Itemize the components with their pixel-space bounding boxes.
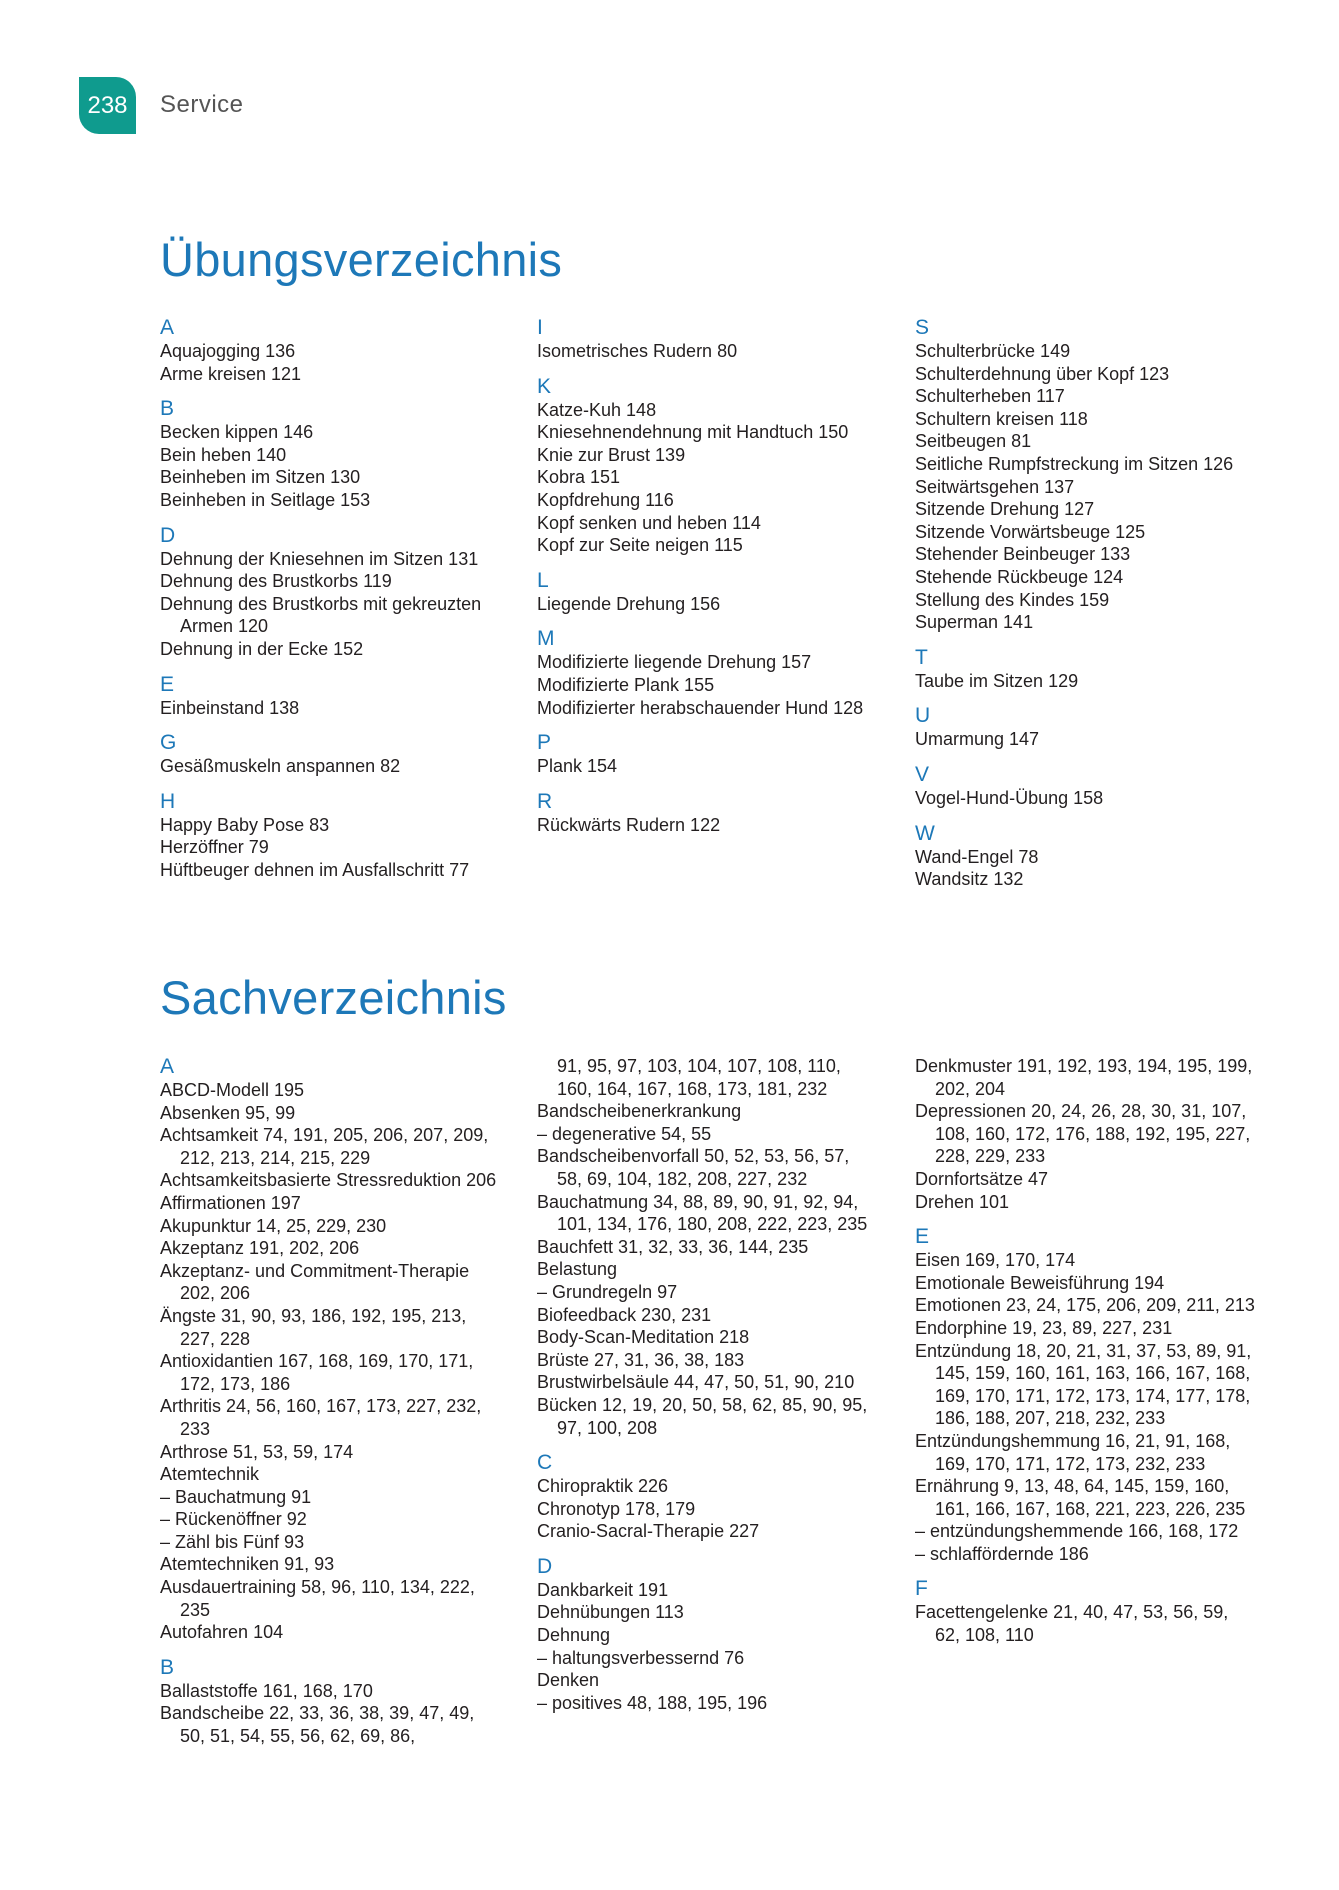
index-entry: Wand-Engel 78 xyxy=(915,846,1039,867)
index-entry: Bauchfett 31, 32, 33, 36, 144, 235 xyxy=(537,1236,809,1257)
index-entry: Stehender Beinbeuger 133 xyxy=(915,544,1131,565)
index-entry: Dehnung der Kniesehnen im Sitzen 131 xyxy=(160,548,479,569)
exercise-index-column-2 xyxy=(537,316,877,836)
subject-index-column-2 xyxy=(537,1055,877,1714)
index-entry: Schulterheben 117 xyxy=(915,386,1065,407)
index-letter: D xyxy=(537,1554,553,1578)
index-entry: Gesäßmuskeln anspannen 82 xyxy=(160,756,401,777)
index-entry: Kopfdrehung 116 xyxy=(537,489,674,510)
subject-index-title: Sachverzeichnis xyxy=(160,971,507,1024)
index-entry: Bauchatmung 34, 88, 89, 90, 91, 92, 94, 101, 134, 176, 180, 208, 222, 223, 235 xyxy=(537,1191,868,1235)
index-entry: Herzöffner 79 xyxy=(160,837,269,858)
index-entry: Body-Scan-Meditation 218 xyxy=(537,1327,750,1348)
index-entry: Dehnung in der Ecke 152 xyxy=(160,638,364,659)
index-letter: M xyxy=(537,627,555,651)
index-entry: Achtsamkeit 74, 191, 205, 206, 207, 209, 212, 213, 214, 215, 229 xyxy=(160,1125,489,1168)
index-entry: Kniesehnendehnung mit Handtuch 150 xyxy=(537,422,849,443)
index-entry: Brüste 27, 31, 36, 38, 183 xyxy=(537,1349,745,1370)
index-entry: Becken kippen 146 xyxy=(160,422,314,443)
index-letter: A xyxy=(160,1055,175,1078)
index-letter: R xyxy=(537,789,553,813)
exercise-index-column-3 xyxy=(915,316,1255,891)
index-entry: Seitwärtsgehen 137 xyxy=(915,476,1075,497)
index-letter: P xyxy=(537,731,552,755)
index-entry: Ängste 31, 90, 93, 186, 192, 195, 213, 227, 228 xyxy=(160,1305,467,1349)
index-entry: Schulterdehnung über Kopf 123 xyxy=(915,363,1170,384)
index-entry: Chiropraktik 226 xyxy=(537,1476,669,1497)
index-letter: U xyxy=(915,704,931,728)
index-subentry: – entzündungshemmende 166, 168, 172 xyxy=(915,1521,1239,1542)
index-entry: Arthritis 24, 56, 160, 167, 173, 227, 232, 233 xyxy=(160,1396,482,1439)
index-entry: Einbeinstand 138 xyxy=(160,697,300,718)
index-entry: Ernährung 9, 13, 48, 64, 145, 159, 160, 161, 166, 167, 168, 221, 223, 226, 235 xyxy=(915,1476,1246,1519)
index-entry: Modifizierte Plank 155 xyxy=(537,674,715,695)
index-entry: Eisen 169, 170, 174 xyxy=(915,1250,1076,1271)
index-entry: Sitzende Vorwärtsbeuge 125 xyxy=(915,521,1146,542)
index-subentry: – positives 48, 188, 195, 196 xyxy=(537,1692,768,1713)
index-letter: S xyxy=(915,316,930,339)
index-entry: Akzeptanz 191, 202, 206 xyxy=(160,1238,360,1259)
index-letter: G xyxy=(160,731,177,755)
index-subentry: – Zähl bis Fünf 93 xyxy=(160,1531,305,1552)
index-entry: Wandsitz 132 xyxy=(915,869,1024,890)
index-letter: L xyxy=(537,568,549,592)
index-entry: Kopf zur Seite neigen 115 xyxy=(537,535,743,556)
index-letter: K xyxy=(537,374,552,398)
index-letter: E xyxy=(160,672,175,696)
index-entry: Chronotyp 178, 179 xyxy=(537,1498,696,1519)
index-entry: Beinheben in Seitlage 153 xyxy=(160,489,371,510)
index-entry: Kopf senken und heben 114 xyxy=(537,512,761,533)
subject-index-column-3 xyxy=(915,1055,1255,1647)
index-entry: Denkmuster 191, 192, 193, 194, 195, 199, 202, 204 xyxy=(915,1056,1253,1099)
index-entry: Superman 141 xyxy=(915,612,1034,633)
index-entry: Bein heben 140 xyxy=(160,444,287,465)
index-entry: Endorphine 19, 23, 89, 227, 231 xyxy=(915,1317,1173,1338)
index-entry: Cranio-Sacral-Therapie 227 xyxy=(537,1521,760,1542)
index-entry: Affirmationen 197 xyxy=(160,1192,301,1213)
index-entry: Atemtechnik xyxy=(160,1464,260,1485)
index-subentry: – Grundregeln 97 xyxy=(537,1281,678,1302)
index-entry: Happy Baby Pose 83 xyxy=(160,814,330,835)
index-entry: Biofeedback 230, 231 xyxy=(537,1304,712,1325)
index-entry: Dehnung des Brustkorbs mit gekreuzten Armen 120 xyxy=(160,593,482,637)
index-entry: Emotionale Beweisführung 194 xyxy=(915,1272,1165,1293)
index-entry: ABCD-Modell 195 xyxy=(160,1080,305,1100)
index-letter: V xyxy=(915,762,930,786)
index-entry: Beinheben im Sitzen 130 xyxy=(160,467,361,488)
index-letter: D xyxy=(160,523,176,547)
index-entry: Emotionen 23, 24, 175, 206, 209, 211, 213 xyxy=(915,1295,1255,1316)
section-label: Service xyxy=(160,91,244,118)
index-entry: Liegende Drehung 156 xyxy=(537,593,721,614)
page-number-badge: 238 xyxy=(79,77,136,134)
index-subentry: – Rückenöffner 92 xyxy=(160,1509,307,1530)
index-entry: Denken xyxy=(537,1670,600,1691)
index-letter: E xyxy=(915,1225,930,1249)
index-entry: Bandscheibenerkrankung xyxy=(537,1101,742,1122)
index-entry: Hüftbeuger dehnen im Ausfallschritt 77 xyxy=(160,859,470,880)
index-entry: Akzeptanz- und Commitment-Therapie 202, 206 xyxy=(160,1260,470,1304)
index-entry: Dehnung des Brustkorbs 119 xyxy=(160,571,392,592)
index-letter: T xyxy=(915,645,928,669)
index-entry: Bandscheibenvorfall 50, 52, 53, 56, 57, 58, 69, 104, 182, 208, 227, 232 xyxy=(537,1146,850,1189)
index-entry: Katze-Kuh 148 xyxy=(537,399,657,420)
index-entry: Bücken 12, 19, 20, 50, 58, 62, 85, 90, 95, 97, 100, 208 xyxy=(537,1394,868,1438)
index-letter: F xyxy=(915,1577,928,1601)
index-entry: Atemtechniken 91, 93 xyxy=(160,1554,335,1575)
index-entry: Dehnung xyxy=(537,1625,611,1646)
subject-index-column-1 xyxy=(160,1055,500,1748)
index-entry: Brustwirbelsäule 44, 47, 50, 51, 90, 210 xyxy=(537,1372,855,1393)
index-entry: Sitzende Drehung 127 xyxy=(915,499,1095,520)
index-entry: Umarmung 147 xyxy=(915,729,1040,750)
index-entry: Stehende Rückbeuge 124 xyxy=(915,566,1124,587)
index-entry: Modifizierter herabschauender Hund 128 xyxy=(537,697,864,718)
exercise-index-title: Übungsverzeichnis xyxy=(160,233,563,286)
index-entry: Autofahren 104 xyxy=(160,1622,284,1643)
index-letter: B xyxy=(160,397,175,421)
index-entry: Absenken 95, 99 xyxy=(160,1102,296,1123)
index-entry: Seitbeugen 81 xyxy=(915,431,1032,452)
index-entry: Bandscheibe 22, 33, 36, 38, 39, 47, 49, 50, 51, 54, 55, 56, 62, 69, 86, xyxy=(160,1703,475,1747)
exercise-index-column-1 xyxy=(160,316,500,882)
index-letter: H xyxy=(160,789,176,813)
index-letter: A xyxy=(160,316,175,339)
index-letter: W xyxy=(915,821,935,845)
index-entry: Isometrisches Rudern 80 xyxy=(537,341,738,361)
index-subentry: – Bauchatmung 91 xyxy=(160,1486,312,1507)
index-entry: Arme kreisen 121 xyxy=(160,363,302,384)
index-subentry: – schlaffördernde 186 xyxy=(915,1543,1089,1564)
index-letter: I xyxy=(537,316,543,339)
index-entry: Modifizierte liegende Drehung 157 xyxy=(537,652,812,673)
index-entry: Schultern kreisen 118 xyxy=(915,408,1088,429)
index-entry: Depressionen 20, 24, 26, 28, 30, 31, 107, 108, 160, 172, 176, 188, 192, 195, 227, 228, 229, 233 xyxy=(915,1101,1251,1167)
index-entry: Taube im Sitzen 129 xyxy=(915,670,1079,691)
index-entry: Plank 154 xyxy=(537,756,618,777)
index-entry: Rückwärts Rudern 122 xyxy=(537,814,721,835)
index-entry: Ausdauertraining 58, 96, 110, 134, 222, 235 xyxy=(160,1577,475,1620)
index-entry: Drehen 101 xyxy=(915,1191,1010,1212)
index-entry: Entzündung 18, 20, 21, 31, 37, 53, 89, 91, 145, 159, 160, 161, 163, 166, 167, 168, 169, 170, 171, 172, 173, 174, 177, 178, 186, 188, 207, 218, 232, 233 xyxy=(915,1340,1252,1429)
index-entry: Arthrose 51, 53, 59, 174 xyxy=(160,1441,354,1462)
index-entry: 91, 95, 97, 103, 104, 107, 108, 110, 160, 164, 167, 168, 173, 181, 232 xyxy=(557,1056,841,1099)
index-entry: Belastung xyxy=(537,1259,618,1280)
index-letter: C xyxy=(537,1451,553,1475)
index-letter: B xyxy=(160,1655,175,1679)
index-subentry: – haltungsverbessernd 76 xyxy=(537,1647,745,1668)
index-entry: Knie zur Brust 139 xyxy=(537,444,686,465)
index-entry: Dehnübungen 113 xyxy=(537,1602,684,1623)
index-entry: Ballaststoffe 161, 168, 170 xyxy=(160,1680,373,1701)
index-entry: Aquajogging 136 xyxy=(160,341,296,361)
index-entry: Akupunktur 14, 25, 229, 230 xyxy=(160,1215,387,1236)
index-entry: Dornfortsätze 47 xyxy=(915,1168,1049,1189)
index-entry: Antioxidantien 167, 168, 169, 170, 171, 172, 173, 186 xyxy=(160,1351,474,1394)
index-entry: Dankbarkeit 191 xyxy=(537,1579,669,1600)
index-entry: Achtsamkeitsbasierte Stressreduktion 206 xyxy=(160,1170,497,1191)
index-entry: Entzündungshemmung 16, 21, 91, 168, 169, 170, 171, 172, 173, 232, 233 xyxy=(915,1430,1231,1474)
index-entry: Stellung des Kindes 159 xyxy=(915,589,1110,610)
index-entry: Vogel-Hund-Übung 158 xyxy=(915,787,1104,808)
index-entry: Schulterbrücke 149 xyxy=(915,341,1071,361)
index-entry: Facettengelenke 21, 40, 47, 53, 56, 59, 62, 108, 110 xyxy=(915,1602,1229,1646)
index-entry: Seitliche Rumpfstreckung im Sitzen 126 xyxy=(915,453,1234,474)
index-entry: Kobra 151 xyxy=(537,467,621,488)
index-subentry: – degenerative 54, 55 xyxy=(537,1123,712,1144)
